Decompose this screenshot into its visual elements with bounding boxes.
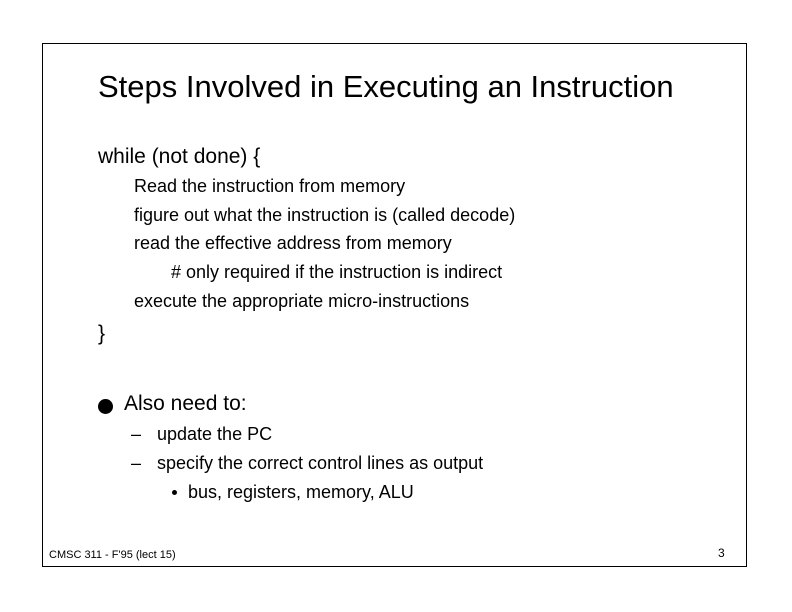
code-loop-open: while (not done) {	[98, 145, 261, 168]
slide-footer: CMSC 311 - F'95 (lect 15)	[49, 549, 176, 561]
slide-title: Steps Involved in Executing an Instruction	[98, 69, 674, 104]
code-line-decode: figure out what the instruction is (called decode)	[134, 205, 516, 225]
small-bullet-icon	[172, 490, 177, 495]
code-loop-close: }	[98, 322, 106, 345]
sub-item-update-pc: update the PC	[157, 424, 273, 444]
page-number: 3	[718, 546, 725, 560]
dash-icon: –	[131, 453, 142, 473]
code-line-read-instruction: Read the instruction from memory	[134, 176, 406, 196]
bullet-dot-icon	[98, 399, 113, 414]
sub-item-control-lines: specify the correct control lines as output	[157, 453, 484, 473]
code-line-comment: # only required if the instruction is indirect	[171, 262, 503, 282]
nested-item-components: bus, registers, memory, ALU	[188, 482, 414, 502]
code-line-execute: execute the appropriate micro-instructions	[134, 291, 470, 311]
bullet-text: Also need to:	[124, 392, 247, 415]
dash-icon: –	[131, 424, 142, 444]
code-line-read-address: read the effective address from memory	[134, 233, 452, 253]
